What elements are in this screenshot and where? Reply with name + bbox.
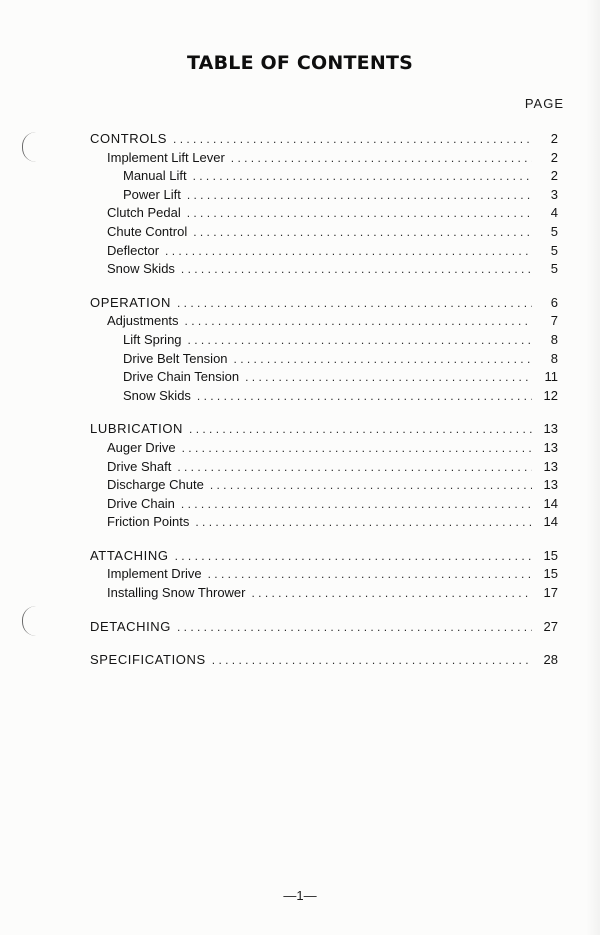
toc-entry-label: Chute Control (107, 223, 188, 239)
dot-leader (197, 387, 532, 406)
dot-leader (181, 260, 532, 279)
toc-section-heading[interactable] (90, 651, 558, 670)
dot-leader (189, 420, 532, 439)
toc-entry-label: Discharge Chute (107, 477, 204, 493)
toc-entry[interactable] (90, 584, 558, 603)
toc-entry-label: LUBRICATION (90, 421, 184, 437)
toc-entry-page-number: 13 (543, 439, 558, 455)
toc-section-heading[interactable] (90, 420, 558, 439)
toc-entry-page-number: 8 (550, 331, 558, 347)
toc-entry-label: Power Lift (123, 186, 181, 202)
toc-section (90, 651, 558, 670)
toc-entry[interactable] (90, 387, 558, 406)
dot-leader (212, 651, 532, 670)
dot-leader (188, 331, 532, 350)
toc-entry[interactable] (90, 223, 558, 242)
toc-entry[interactable] (90, 495, 558, 514)
toc-entry-page-number: 5 (550, 242, 558, 258)
dot-leader (177, 618, 532, 637)
toc-entry-label: Auger Drive (107, 439, 176, 455)
toc-entry-label: Snow Skids (123, 387, 191, 403)
toc-entry[interactable] (90, 331, 558, 350)
dot-leader (165, 242, 532, 261)
dot-leader (185, 312, 532, 331)
dot-leader (182, 439, 532, 458)
toc-entry-page-number: 28 (543, 652, 558, 668)
toc-section (90, 618, 558, 637)
toc-entry-label: Drive Chain (107, 495, 175, 511)
toc-section-heading[interactable] (90, 547, 558, 566)
toc-section-heading[interactable] (90, 130, 558, 149)
toc-entry[interactable] (90, 260, 558, 279)
toc-section (90, 294, 558, 406)
toc-entry[interactable] (90, 204, 558, 223)
dot-leader (210, 476, 532, 495)
toc-entry-label: Clutch Pedal (107, 205, 181, 221)
page-edge-shadow (586, 0, 600, 935)
dot-leader (234, 350, 532, 369)
toc-entry-label: Drive Shaft (107, 458, 172, 474)
toc-section (90, 547, 558, 603)
dot-leader (187, 186, 532, 205)
toc-entry[interactable] (90, 476, 558, 495)
toc-entry[interactable] (90, 565, 558, 584)
dot-leader (181, 495, 532, 514)
toc-entry[interactable] (90, 242, 558, 261)
toc-section (90, 420, 558, 532)
toc-entry-label: Lift Spring (123, 331, 182, 347)
toc-entry-page-number: 11 (544, 369, 558, 385)
toc-entry-page-number: 27 (543, 618, 558, 634)
toc-entry-label: Adjustments (107, 313, 179, 329)
toc-entry[interactable] (90, 312, 558, 331)
toc-entry-label: DETACHING (90, 618, 171, 634)
toc-entry-page-number: 2 (550, 168, 558, 184)
toc-entry-page-number: 15 (543, 547, 558, 563)
dot-leader (245, 368, 532, 387)
toc-entry-page-number: 17 (543, 585, 558, 601)
dot-leader (195, 513, 532, 532)
toc-entry-label: Installing Snow Thrower (107, 585, 246, 601)
dot-leader (193, 167, 532, 186)
toc-entry-label: SPECIFICATIONS (90, 652, 206, 668)
toc-entry-page-number: 2 (550, 131, 558, 146)
toc-entry-label: Friction Points (107, 514, 190, 530)
toc-entry-page-number: 4 (550, 205, 558, 221)
binding-hole-mark-bottom (22, 606, 37, 636)
toc-entry-page-number: 2 (550, 149, 558, 165)
dot-leader (177, 294, 532, 313)
table-of-contents (90, 130, 558, 685)
toc-entry-label: Implement Drive (107, 566, 202, 582)
toc-entry-page-number: 6 (550, 294, 558, 310)
toc-section (90, 130, 558, 279)
toc-entry-page-number: 12 (543, 387, 558, 403)
toc-entry-label: Drive Belt Tension (123, 350, 228, 366)
dot-leader (208, 565, 532, 584)
toc-entry-page-number: 13 (543, 458, 558, 474)
toc-entry-page-number: 13 (543, 477, 558, 493)
toc-entry[interactable] (90, 368, 558, 387)
toc-entry-label: Implement Lift Lever (107, 149, 225, 165)
toc-entry[interactable] (90, 350, 558, 369)
dot-leader (231, 149, 532, 168)
footer-page-number: —1— (283, 888, 317, 903)
toc-entry-page-number: 13 (543, 421, 558, 437)
toc-entry-label: OPERATION (90, 294, 172, 310)
toc-entry-label: Deflector (107, 242, 160, 258)
toc-entry-page-number: 5 (550, 223, 558, 239)
toc-entry[interactable] (90, 167, 558, 186)
toc-entry-page-number: 3 (550, 186, 558, 202)
toc-entry[interactable] (90, 439, 558, 458)
toc-entry[interactable] (90, 186, 558, 205)
toc-entry-label: Manual Lift (123, 168, 187, 184)
toc-entry-page-number: 14 (543, 495, 558, 511)
dot-leader (252, 584, 533, 603)
toc-section-heading[interactable] (90, 618, 558, 637)
toc-entry-page-number: 14 (543, 514, 558, 530)
dot-leader (175, 547, 532, 566)
toc-entry-page-number: 7 (550, 313, 558, 329)
toc-section-heading[interactable] (90, 294, 558, 313)
dot-leader (193, 223, 532, 242)
toc-entry-page-number: 8 (550, 350, 558, 366)
binding-hole-mark-top (22, 132, 37, 162)
toc-entry-page-number: 15 (543, 566, 558, 582)
toc-entry-label: ATTACHING (90, 547, 169, 563)
toc-entry-page-number: 5 (550, 261, 558, 277)
toc-entry[interactable] (90, 513, 558, 532)
dot-leader (173, 130, 532, 149)
toc-entry-label: CONTROLS (90, 131, 168, 146)
page-title: TABLE OF CONTENTS (186, 52, 413, 74)
dot-leader (177, 458, 532, 477)
page-column-header: PAGE (524, 96, 564, 111)
toc-entry-label: Snow Skids (107, 261, 175, 277)
toc-entry-label: Drive Chain Tension (123, 369, 240, 385)
dot-leader (187, 204, 532, 223)
toc-entry[interactable] (90, 458, 558, 477)
toc-entry[interactable] (90, 149, 558, 168)
